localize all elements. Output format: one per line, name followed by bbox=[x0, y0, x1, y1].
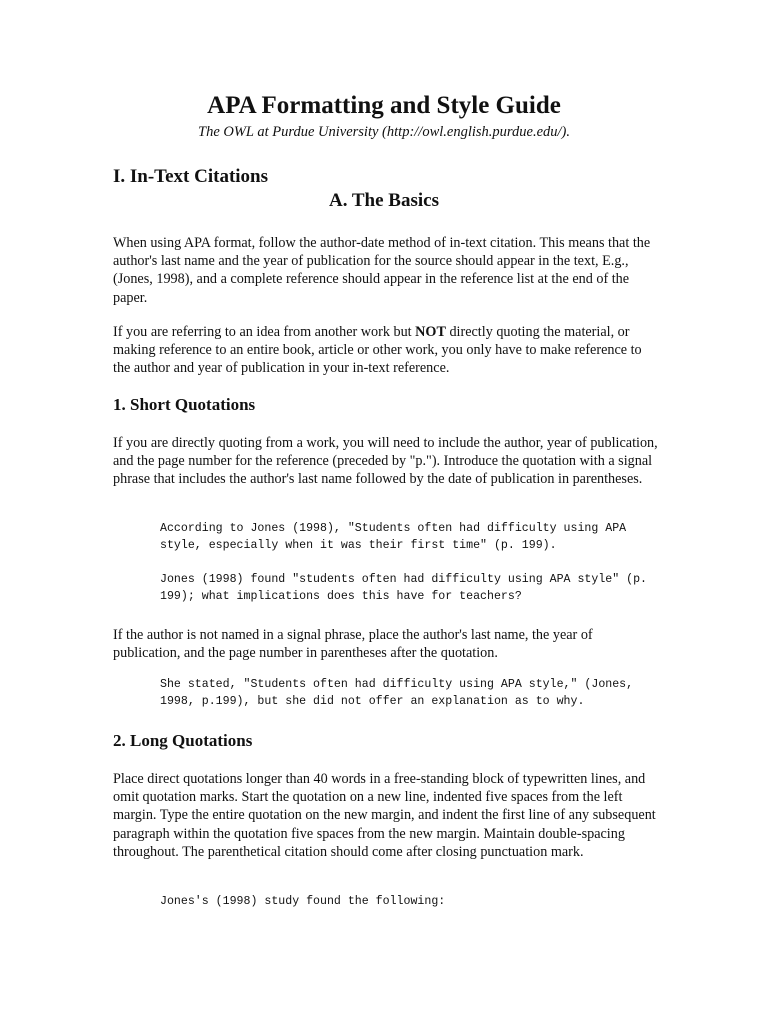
short-quotations-paragraph-2: If the author is not named in a signal phrase, place the author's last name, the year of publication, and the page number in parentheses after the quotation. bbox=[113, 627, 593, 662]
short-quotation-example-2: Jones (1998) found "students often had difficulty using APA style" (p. 199); what implications does this have for teachers? bbox=[160, 573, 654, 603]
short-quotations-heading: 1. Short Quotations bbox=[113, 395, 256, 414]
basics-paragraph-1: When using APA format, follow the author-date method of in-text citation. This means that the author's last name and the year of publication for the source should appear in the text, E.g., (Jones, 1998), and a complete reference should appear in the reference list at the end of the paper. bbox=[113, 235, 651, 306]
document-title: APA Formatting and Style Guide bbox=[207, 92, 561, 119]
short-quotations-paragraph: If you are directly quoting from a work, you will need to include the author, year of publication, and the page number for the reference (preceded by "p."). Introduce the quotation with a signal phrase that includes the author's last name followed by the date of publication in parentheses. bbox=[113, 435, 658, 488]
basics-paragraph-2-bold: NOT bbox=[415, 324, 446, 340]
long-quotations-heading: 2. Long Quotations bbox=[113, 731, 253, 750]
section-heading: I. In-Text Citations bbox=[113, 166, 269, 187]
document-subtitle: The OWL at Purdue University (http://owl.english.purdue.edu/). bbox=[198, 124, 570, 140]
subsection-heading: A. The Basics bbox=[329, 190, 439, 211]
basics-paragraph-2-before: If you are referring to an idea from another work but bbox=[113, 324, 416, 340]
basics-paragraph-2 bbox=[113, 323, 658, 378]
long-quotation-example: Jones's (1998) study found the following: bbox=[160, 895, 446, 908]
short-quotation-example-3: She stated, "Students often had difficulty using APA style," (Jones, 1998, p.199), but she did not offer an explanation as to why. bbox=[160, 678, 641, 708]
basics-paragraph-2-after: directly quoting the material, or making reference to an entire book, article or other work, you only have to make reference to the author and year of publication in your in-text reference. bbox=[113, 324, 642, 377]
long-quotations-paragraph: Place direct quotations longer than 40 words in a free-standing block of typewritten lines, and omit quotation marks. Start the quotation on a new line, indented five spaces from the left margin. Type the entire quotation on the new margin, and indent the first line of any subsequent paragraph within the quotation five spaces from the new margin. Maintain double-spacing throughout. The parenthetical citation should come after closing punctuation mark. bbox=[113, 771, 656, 860]
short-quotation-example-1: According to Jones (1998), "Students often had difficulty using APA style, especially when it was their first time" (p. 199). bbox=[160, 522, 634, 552]
